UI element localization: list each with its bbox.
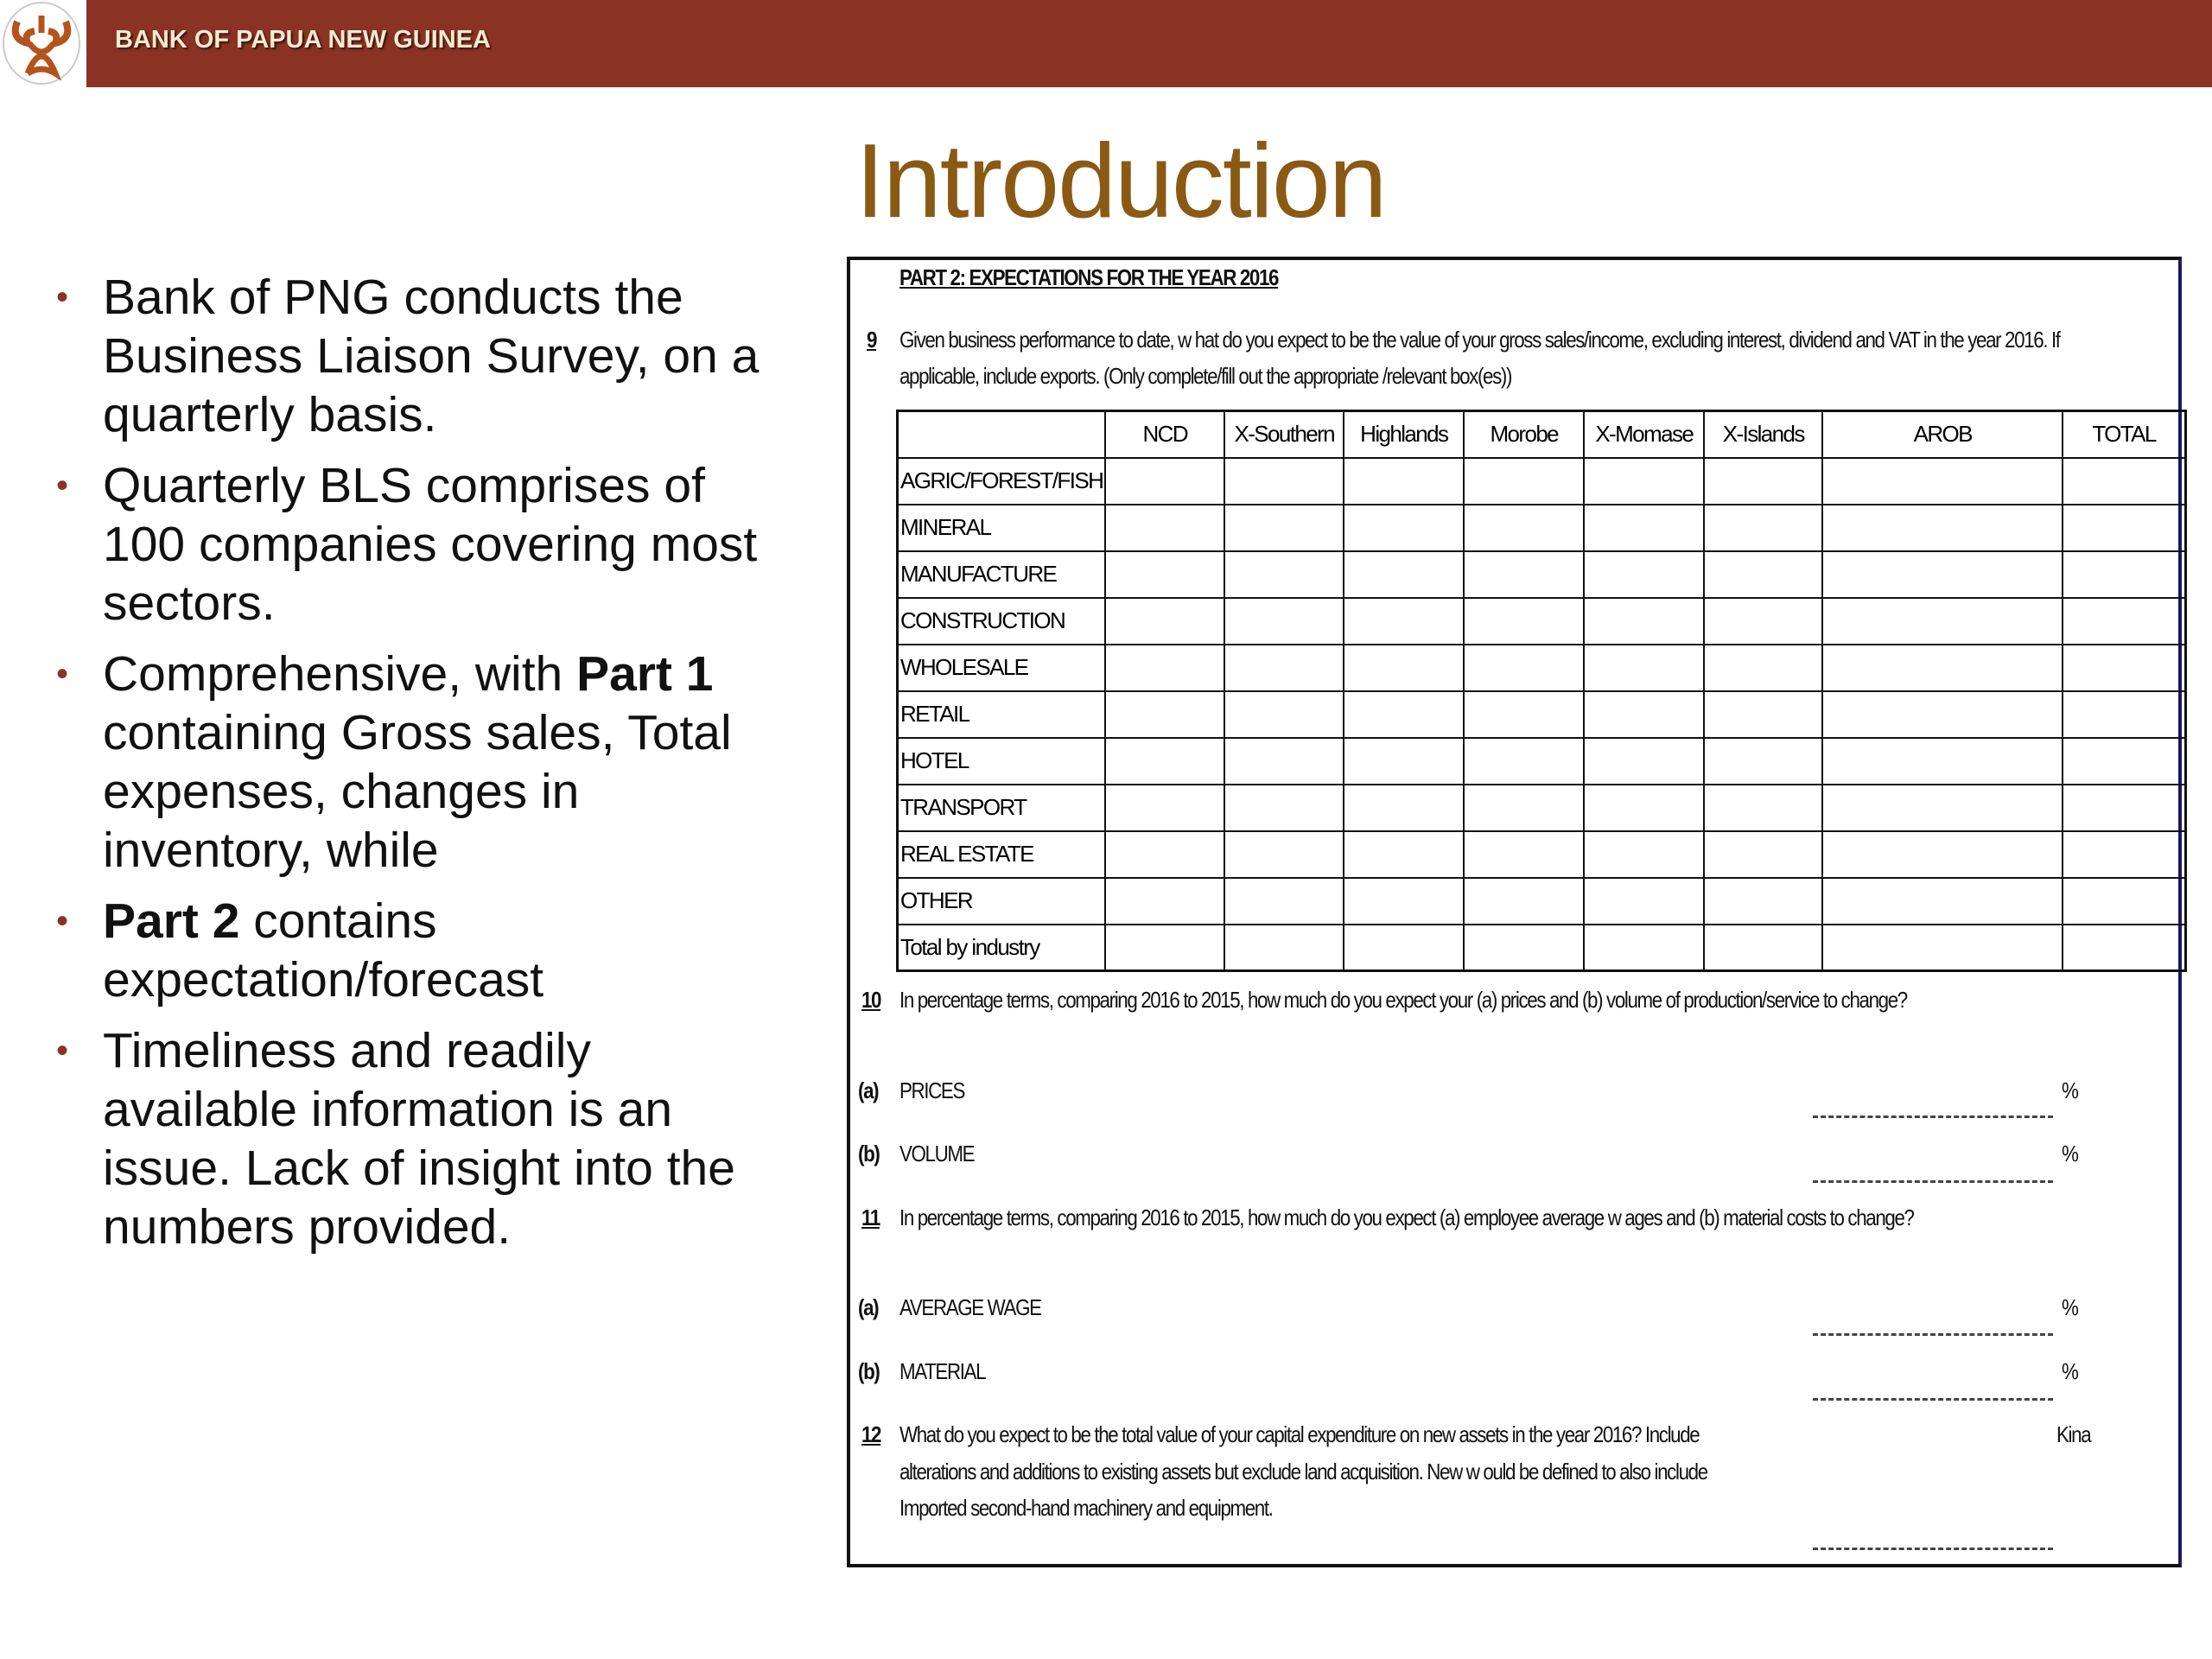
kina-label: Kina	[2056, 1421, 2091, 1447]
table-cell[interactable]	[2063, 925, 2185, 971]
table-cell[interactable]	[1105, 458, 1224, 505]
percent-sign: %	[2062, 1358, 2078, 1384]
table-cell[interactable]	[1464, 925, 1584, 971]
table-cell[interactable]	[1224, 598, 1344, 645]
table-cell[interactable]	[1344, 505, 1464, 551]
row-label: REAL ESTATE	[898, 831, 1106, 878]
table-cell[interactable]	[1344, 458, 1464, 505]
q9-text-2: applicable, include exports. (Only complete/fill out the appropriate /relevant box(es))	[899, 363, 1512, 389]
table-row	[898, 645, 2186, 691]
q10b-label: (b)	[858, 1141, 880, 1166]
table-cell[interactable]	[1464, 505, 1584, 551]
row-label: MANUFACTURE	[898, 551, 1106, 598]
table-cell[interactable]	[1105, 691, 1224, 738]
part-title: PART 2: EXPECTATIONS FOR THE YEAR 2016	[899, 264, 1279, 290]
table-row	[898, 831, 2186, 878]
table-cell[interactable]	[2063, 505, 2185, 551]
table-cell[interactable]	[1224, 458, 1344, 505]
table-cell[interactable]	[1822, 458, 2063, 505]
table-cell[interactable]	[1584, 505, 1704, 551]
table-row	[898, 458, 2186, 505]
table-cell[interactable]	[1224, 831, 1344, 878]
percent-sign: %	[2062, 1294, 2078, 1320]
volume-label: VOLUME	[899, 1141, 975, 1166]
table-cell[interactable]	[1105, 785, 1224, 831]
row-label: WHOLESALE	[898, 645, 1106, 691]
table-cell[interactable]	[1105, 505, 1224, 551]
table-cell[interactable]	[2063, 785, 2185, 831]
table-cell[interactable]	[1224, 925, 1344, 971]
percent-sign: %	[2062, 1141, 2078, 1166]
bullet-item	[52, 645, 795, 880]
column-header: X-Momase	[1584, 411, 1704, 458]
table-cell[interactable]	[1344, 785, 1464, 831]
table-cell[interactable]	[1704, 831, 1822, 878]
table-cell[interactable]	[1584, 458, 1704, 505]
table-cell[interactable]	[1822, 551, 2063, 598]
q12-text-3: Imported second-hand machinery and equipment.	[899, 1495, 1273, 1521]
table-cell[interactable]	[1224, 551, 1344, 598]
table-cell[interactable]	[1464, 458, 1584, 505]
table-cell[interactable]	[1105, 738, 1224, 785]
table-cell[interactable]	[1105, 831, 1224, 878]
table-cell[interactable]	[1584, 925, 1704, 971]
table-row	[898, 925, 2186, 971]
q9-text: Given business performance to date, w hat do you expect to be the value of your gross sales/income, excluding interest, dividend and VAT in the year 2016. If	[899, 327, 2060, 353]
slide-title: Introduction	[855, 122, 1386, 239]
q10a-label: (a)	[858, 1077, 879, 1103]
table-cell[interactable]	[1704, 738, 1822, 785]
table-cell[interactable]	[1224, 645, 1344, 691]
q11a-label: (a)	[858, 1294, 879, 1320]
table-cell[interactable]	[1822, 878, 2063, 925]
column-header: AROB	[1822, 411, 2063, 458]
q12-number: 12	[861, 1421, 881, 1447]
average-wage-input[interactable]	[1813, 1333, 2053, 1336]
table-cell[interactable]	[1464, 691, 1584, 738]
table-cell[interactable]	[1584, 598, 1704, 645]
row-label: HOTEL	[898, 738, 1106, 785]
table-cell[interactable]	[1584, 785, 1704, 831]
table-cell[interactable]	[1105, 878, 1224, 925]
row-label: Total by industry	[898, 925, 1106, 971]
table-cell[interactable]	[2063, 551, 2185, 598]
table-cell[interactable]	[1344, 645, 1464, 691]
table-cell[interactable]	[1584, 551, 1704, 598]
q12-text-2: alterations and additions to existing assets but exclude land acquisition. New w ould be defined to also include	[899, 1459, 1707, 1484]
table-cell[interactable]	[1344, 691, 1464, 738]
table-cell[interactable]	[1822, 785, 2063, 831]
table-cell[interactable]	[1224, 505, 1344, 551]
row-label: RETAIL	[898, 691, 1106, 738]
table-cell[interactable]	[1704, 645, 1822, 691]
table-cell[interactable]	[1224, 691, 1344, 738]
table-cell[interactable]	[1822, 505, 2063, 551]
bullet-item	[52, 1021, 795, 1256]
table-row	[898, 598, 2186, 645]
q10-text: In percentage terms, comparing 2016 to 2015, how much do you expect your (a) prices and (b) volume of production/service to change?	[899, 987, 1907, 1013]
table-cell[interactable]	[1105, 645, 1224, 691]
table-row	[898, 551, 2186, 598]
table-cell[interactable]	[1584, 831, 1704, 878]
table-cell[interactable]	[1704, 598, 1822, 645]
table-cell[interactable]	[1822, 691, 2063, 738]
table-cell[interactable]	[1105, 925, 1224, 971]
bullet-item	[52, 456, 795, 632]
table-cell[interactable]	[1344, 738, 1464, 785]
table-row	[898, 785, 2186, 831]
bullet-text: Bank of PNG conducts the Business Liaison Survey, on a quarterly basis.	[103, 270, 760, 442]
bullet-item	[52, 892, 795, 1009]
row-label: OTHER	[898, 878, 1106, 925]
bullet-item	[52, 268, 795, 444]
table-cell[interactable]	[1704, 551, 1822, 598]
table-cell[interactable]	[1822, 925, 2063, 971]
table-cell[interactable]	[1584, 645, 1704, 691]
table-cell[interactable]	[1224, 738, 1344, 785]
material-input[interactable]	[1813, 1398, 2053, 1401]
q12-text: What do you expect to be the total value of your capital expenditure on new assets in the year 2016? Include	[899, 1421, 1700, 1447]
q10-number: 10	[861, 987, 881, 1013]
q9-number: 9	[867, 327, 877, 353]
bullet-text: containing Gross sales, Total expenses, changes in inventory, while	[103, 705, 732, 878]
table-cell[interactable]	[1344, 831, 1464, 878]
table-cell[interactable]	[1704, 878, 1822, 925]
table-cell[interactable]	[1822, 831, 2063, 878]
table-cell[interactable]	[1464, 645, 1584, 691]
table-cell[interactable]	[1344, 878, 1464, 925]
table-cell[interactable]	[1464, 551, 1584, 598]
row-label: MINERAL	[898, 505, 1106, 551]
table-cell[interactable]	[1344, 598, 1464, 645]
header-bar	[0, 0, 2212, 87]
table-cell[interactable]	[1224, 878, 1344, 925]
table-cell[interactable]	[2063, 645, 2185, 691]
column-header: Highlands	[1344, 411, 1464, 458]
table-cell[interactable]	[2063, 598, 2185, 645]
q11-text: In percentage terms, comparing 2016 to 2015, how much do you expect (a) employee average w ages and (b) material costs to change?	[899, 1205, 1914, 1230]
table-cell[interactable]	[1584, 691, 1704, 738]
table-cell[interactable]	[1464, 738, 1584, 785]
column-header	[898, 411, 1106, 458]
table-cell[interactable]	[1105, 598, 1224, 645]
bullet-text: Quarterly BLS comprises of 100 companies covering most sectors.	[103, 458, 758, 631]
row-label: CONSTRUCTION	[898, 598, 1106, 645]
percent-sign: %	[2062, 1077, 2078, 1103]
bullet-bold: Part 1	[576, 646, 714, 702]
table-row	[898, 738, 2186, 785]
table-cell[interactable]	[1822, 598, 2063, 645]
column-header: X-Islands	[1704, 411, 1822, 458]
table-cell[interactable]	[1704, 505, 1822, 551]
table-cell[interactable]	[1584, 878, 1704, 925]
row-label: TRANSPORT	[898, 785, 1106, 831]
column-header: X-Southern	[1224, 411, 1344, 458]
column-header: NCD	[1105, 411, 1224, 458]
table-cell[interactable]	[1464, 785, 1584, 831]
table-cell[interactable]	[1464, 878, 1584, 925]
q11b-label: (b)	[858, 1358, 880, 1384]
table-row	[898, 878, 2186, 925]
table-cell[interactable]	[2063, 691, 2185, 738]
table-cell[interactable]	[1704, 458, 1822, 505]
table-cell[interactable]	[1344, 925, 1464, 971]
bank-name: BANK OF PAPUA NEW GUINEA	[115, 26, 491, 54]
table-cell[interactable]	[1464, 598, 1584, 645]
bullet-text: Comprehensive, with	[103, 646, 577, 702]
bank-logo	[0, 0, 86, 87]
region-industry-table	[896, 410, 2187, 972]
prices-label: PRICES	[899, 1077, 964, 1103]
bullet-text: contains expectation/forecast	[103, 893, 544, 1007]
column-header: Morobe	[1464, 411, 1584, 458]
table-cell[interactable]	[1464, 831, 1584, 878]
table-cell[interactable]	[1704, 785, 1822, 831]
table-cell[interactable]	[2063, 458, 2185, 505]
table-cell[interactable]	[1224, 785, 1344, 831]
capex-input[interactable]	[1813, 1548, 2053, 1550]
table-cell[interactable]	[2063, 878, 2185, 925]
table-cell[interactable]	[2063, 831, 2185, 878]
table-cell[interactable]	[1105, 551, 1224, 598]
volume-input[interactable]	[1813, 1180, 2053, 1183]
bullet-text: Timeliness and readily available information is an issue. Lack of insight into the numbers provided.	[103, 1023, 735, 1255]
prices-input[interactable]	[1813, 1116, 2053, 1118]
table-cell[interactable]	[1584, 738, 1704, 785]
bullet-list	[52, 268, 795, 1268]
table-row	[898, 691, 2186, 738]
table-cell[interactable]	[1344, 551, 1464, 598]
q11-number: 11	[861, 1205, 880, 1230]
average-wage-label: AVERAGE WAGE	[899, 1294, 1041, 1320]
table-cell[interactable]	[1704, 925, 1822, 971]
column-header: TOTAL	[2063, 411, 2185, 458]
material-label: MATERIAL	[899, 1358, 986, 1384]
table-cell[interactable]	[2063, 738, 2185, 785]
row-label: AGRIC/FOREST/FISH	[898, 458, 1106, 505]
bullet-bold: Part 2	[103, 893, 240, 949]
table-row	[898, 505, 2186, 551]
table-cell[interactable]	[1822, 645, 2063, 691]
table-cell[interactable]	[1822, 738, 2063, 785]
table-cell[interactable]	[1704, 691, 1822, 738]
